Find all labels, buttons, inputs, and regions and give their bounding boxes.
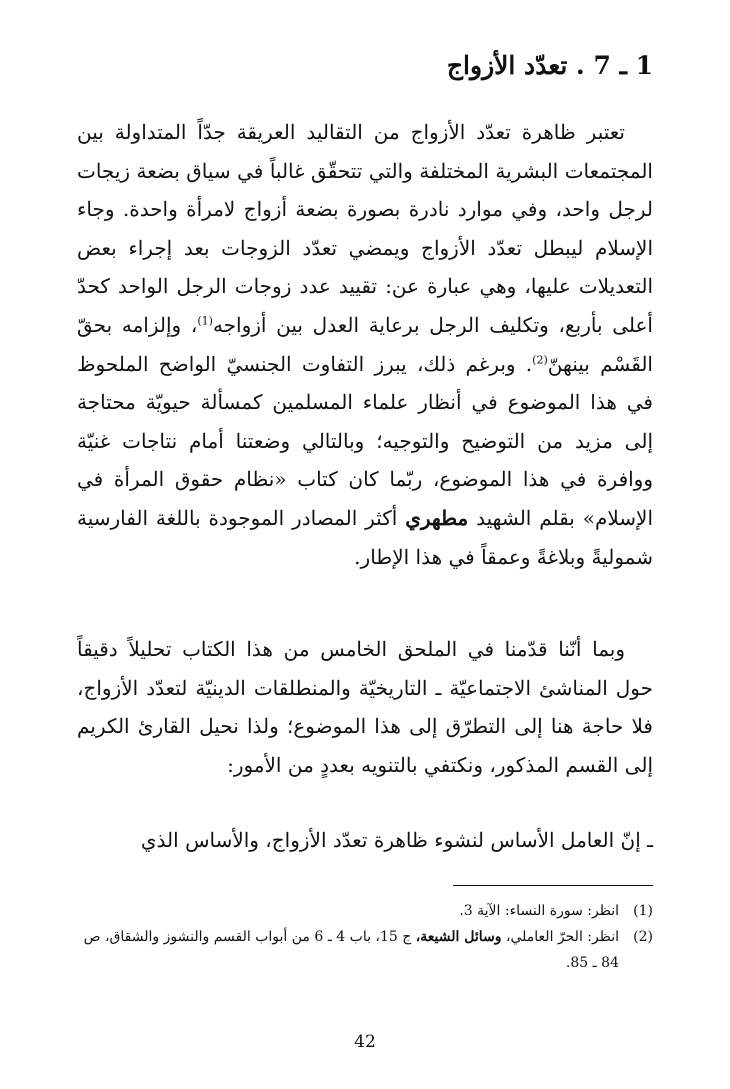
section-heading: 1 ـ 7 . تعدّد الأزواج xyxy=(446,51,653,80)
author-name: مطهري xyxy=(405,505,469,530)
footnote-text: ج 15، باب 4 ـ 6 من أبواب القسم والنشوز والشقاق، ص 84 ـ 85. xyxy=(83,929,619,971)
paragraph-3: ـ إنّ العامل الأساس لنشوء ظاهرة تعدّد الأزواج، والأساس الذي xyxy=(140,828,653,852)
footnote-source-title: وسائل الشيعة، xyxy=(415,929,502,945)
footnote-text: انظر: سورة النساء: الآية 3. xyxy=(459,903,619,919)
footnote-2 xyxy=(77,924,653,976)
footnote-number: (1) xyxy=(633,903,653,919)
paragraph-2: وبما أنّنا قدّمنا في الملحق الخامس من هذا الكتاب تحليلاً دقيقاً حول المناشئ الاجتماعيّة ـ التاريخيّة والمنطلقات الدينيّة لتعدّد الأزواج، فلا حاجة هنا إلى التطرّق إلى هذا الموضوع؛ ولذا نحيل القارئ الكريم إلى القسم المذكور، ونكتفي بالتنويه بعددٍ من الأمور: xyxy=(77,637,653,777)
footnote-divider xyxy=(453,885,653,886)
footnote-number: (2) xyxy=(633,929,653,945)
footnote-ref-1: (1) xyxy=(197,314,213,328)
footnotes-list xyxy=(77,898,653,976)
footnote-text: انظر: الحرّ العاملي، xyxy=(505,929,619,945)
paragraph-1-part-c: . وبرغم ذلك، يبرز التفاوت الجنسيّ الواضح الملحوظ في هذا الموضوع في أنظار علماء المسلمين كمسألة حيويّة محتاجة إلى مزيد من التوضيح والتوجيه؛ وبالتالي وضعتنا أمام نتاجات غنيّة ووافرة في هذا الموضوع، ربّما كان كتاب «نظام حقوق المرأة في الإسلام» بقلم الشهيد xyxy=(77,351,654,530)
footnote-ref-2: (2) xyxy=(532,352,548,366)
paragraph-1-part-b: ، وإلزامه بحقّ القَسْم بينهنّ xyxy=(77,312,653,376)
footnote-1 xyxy=(77,898,653,924)
paragraph-1-part-a: تعتبر ظاهرة تعدّد الأزواج من التقاليد العريقة جدّاً المتداولة بين المجتمعات البشرية المختلفة والتي تتحقّق غالباً في سياق بضعة زيجات لرجل واحد، وفي موارد نادرة بصورة بضعة أزواج لامرأة واحدة. وجاء الإسلام ليبطل تعدّد الأزواج ويمضي تعدّد الزوجات بعد إجراء بعض التعديلات عليها، وهي عبارة عن: تقييد عدد زوجات الرجل الواحد كحدّ أعلى بأربع، وتكليف الرجل برعاية العدل بين أزواجه xyxy=(77,120,653,337)
paragraph-1 xyxy=(77,113,653,576)
page-number: 42 xyxy=(354,1032,376,1052)
paragraph-1-part-d: أكثر المصادر الموجودة باللغة الفارسية شموليةً وبلاغةً وعمقاً في هذا الإطار. xyxy=(77,505,653,569)
